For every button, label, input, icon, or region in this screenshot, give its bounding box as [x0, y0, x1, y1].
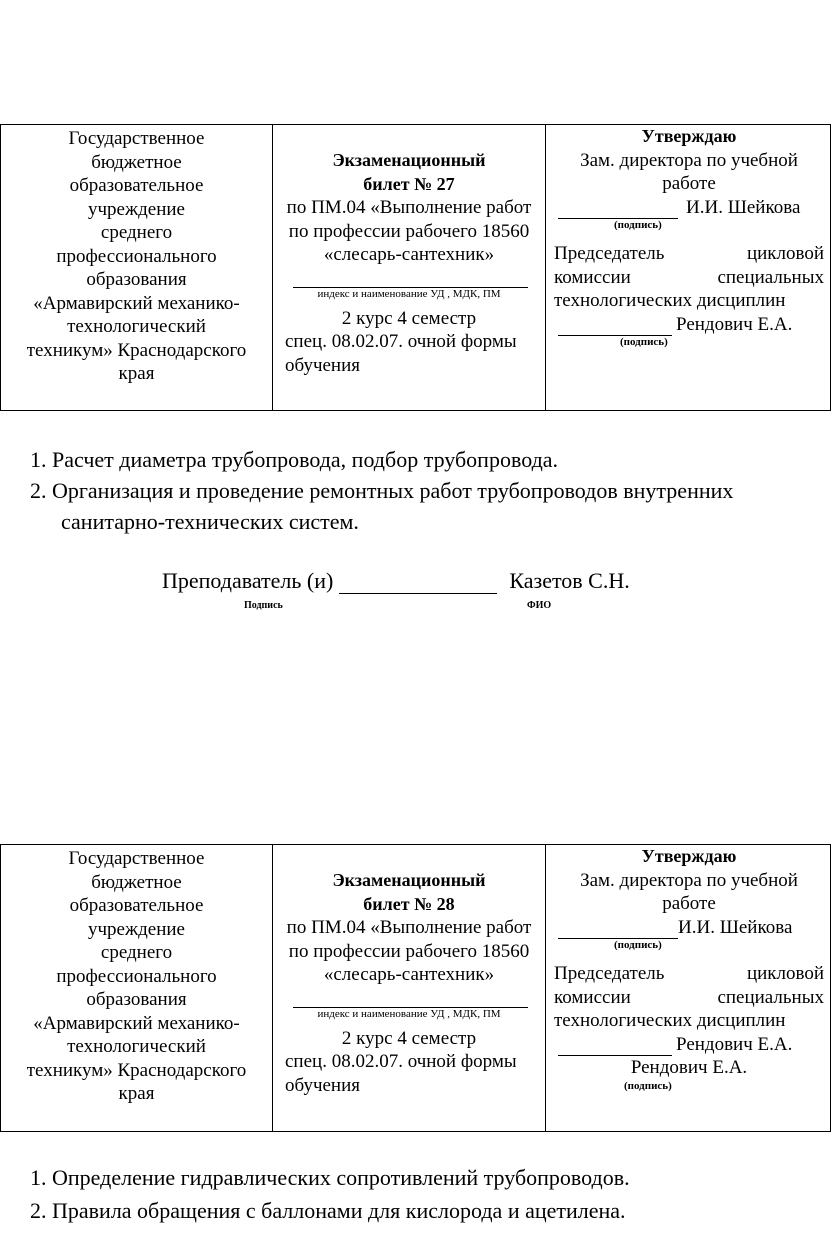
chair-signature-line — [554, 1033, 824, 1057]
institution-line: образования — [86, 989, 187, 1010]
institution-line: профессионального — [56, 245, 217, 267]
deputy-title: работе — [662, 173, 716, 194]
disciplines-line: технологических дисциплин — [554, 290, 786, 311]
index-caption: индекс и наименование УД , МДК, ПМ — [317, 1007, 501, 1020]
fio-caption: ФИО — [527, 600, 552, 611]
ticket-header-table-1 — [0, 124, 831, 411]
chair-name-repeat: Рендович Е.А. — [630, 1057, 748, 1078]
question-item: 1. Расчет диаметра трубопровода, подбор трубопровода. — [30, 447, 559, 472]
institution-line: образовательное — [69, 895, 204, 916]
chair-name: Рендович Е.А. — [676, 1033, 793, 1055]
chair-line — [554, 962, 824, 986]
teacher-name: Казетов С.Н. — [509, 568, 630, 593]
signature-caption: (подпись) — [624, 1079, 672, 1092]
deputy-signature-line — [554, 916, 824, 940]
question-item-continued: санитарно-технических систем. — [61, 509, 359, 534]
index-underline — [293, 267, 528, 288]
chair-name: Рендович Е.А. — [676, 313, 793, 335]
deputy-name: И.И. Шейкова — [678, 916, 793, 938]
institution-line: учреждение — [88, 918, 185, 940]
teacher-signature-line — [162, 568, 630, 594]
chair-word: цикловой — [746, 243, 824, 264]
ticket-title: Экзаменационный — [332, 870, 486, 890]
commission-word: специальных — [717, 266, 824, 288]
chair-word: Председатель — [554, 963, 665, 984]
signature-blank — [558, 315, 672, 336]
commission-line — [554, 986, 824, 1010]
course-semester: 2 курс 4 семестр — [341, 1027, 477, 1049]
teacher-signature-blank — [339, 571, 497, 594]
approval-cell — [546, 845, 831, 1132]
specialty-line: обучения — [285, 354, 361, 376]
signature-blank — [558, 1035, 672, 1056]
approval-cell — [546, 125, 831, 411]
specialty-line: спец. 08.02.07. очной формы — [285, 1051, 517, 1072]
institution-line: Государственное — [68, 128, 205, 149]
specialty-line: спец. 08.02.07. очной формы — [285, 331, 517, 352]
specialty-line: обучения — [285, 1074, 361, 1096]
commission-word: комиссии — [554, 266, 631, 288]
institution-line: техникум» Краснодарского — [26, 1059, 247, 1081]
deputy-signature-line — [554, 196, 824, 220]
question-item: 2. Организация и проведение ремонтных работ трубопроводов внутренних — [30, 478, 734, 503]
questions-list-1 — [30, 444, 733, 537]
signature-caption: (подпись) — [614, 219, 662, 231]
institution-line: технологический — [67, 316, 206, 337]
commission-word: специальных — [717, 986, 824, 1008]
institution-line: бюджетное — [91, 871, 182, 893]
institution-line: образовательное — [69, 175, 204, 196]
institution-cell — [1, 845, 273, 1132]
signature-caption: (подпись) — [620, 336, 668, 348]
institution-line: технологический — [67, 1036, 206, 1057]
chair-signature-line — [554, 313, 824, 337]
signature-blank — [558, 918, 678, 939]
institution-line: техникум» Краснодарского — [26, 339, 247, 361]
ticket-info-cell — [273, 845, 546, 1132]
subject-line: «слесарь-сантехник» — [323, 244, 495, 265]
institution-line: среднего — [100, 222, 173, 243]
ticket-number: билет № 28 — [363, 893, 455, 914]
question-item: 1. Определение гидравлических сопротивлений трубопроводов. — [30, 1165, 630, 1190]
ticket-number: билет № 27 — [363, 173, 455, 194]
signature-caption: (подпись) — [614, 939, 662, 951]
institution-line: Государственное — [68, 848, 205, 869]
institution-line: бюджетное — [91, 151, 182, 173]
subject-line: «слесарь-сантехник» — [323, 964, 495, 985]
deputy-title: Зам. директора по учебной — [580, 149, 798, 171]
institution-line: профессионального — [56, 965, 217, 987]
institution-name — [1, 847, 272, 1106]
commission-word: комиссии — [554, 986, 631, 1008]
subject-line: по ПМ.04 «Выполнение работ — [286, 917, 532, 938]
index-underline — [293, 987, 528, 1008]
chair-word: цикловой — [746, 963, 824, 984]
institution-line: края — [118, 363, 155, 384]
institution-cell — [1, 125, 273, 411]
institution-line: среднего — [100, 942, 173, 963]
course-semester: 2 курс 4 семестр — [341, 307, 477, 329]
institution-line: образования — [86, 269, 187, 290]
institution-line: «Армавирский механико- — [33, 1012, 240, 1034]
approve-title: Утверждаю — [641, 846, 737, 866]
ticket-header-table-2 — [0, 844, 831, 1132]
deputy-title: Зам. директора по учебной — [580, 869, 798, 891]
signature-caption: Подпись — [244, 600, 283, 611]
deputy-title: работе — [662, 893, 716, 914]
signature-blank — [558, 198, 678, 219]
subject-line: по профессии рабочего 18560 — [288, 940, 530, 962]
question-item: 2. Правила обращения с баллонами для кислорода и ацетилена. — [30, 1198, 626, 1223]
deputy-name: И.И. Шейкова — [686, 196, 801, 218]
teacher-label: Преподаватель (и) — [162, 568, 334, 593]
institution-line: учреждение — [88, 198, 185, 220]
index-caption: индекс и наименование УД , МДК, ПМ — [317, 287, 501, 300]
ticket-title: Экзаменационный — [332, 150, 486, 170]
approve-title: Утверждаю — [641, 126, 737, 146]
ticket-info-cell — [273, 125, 546, 411]
institution-name — [1, 127, 272, 386]
subject-line: по ПМ.04 «Выполнение работ — [286, 197, 532, 218]
chair-line — [554, 242, 824, 266]
disciplines-line: технологических дисциплин — [554, 1010, 786, 1031]
subject-line: по профессии рабочего 18560 — [288, 220, 530, 242]
institution-line: края — [118, 1083, 155, 1104]
institution-line: «Армавирский механико- — [33, 292, 240, 314]
questions-list-2 — [30, 1162, 630, 1226]
chair-word: Председатель — [554, 243, 665, 264]
commission-line — [554, 266, 824, 290]
